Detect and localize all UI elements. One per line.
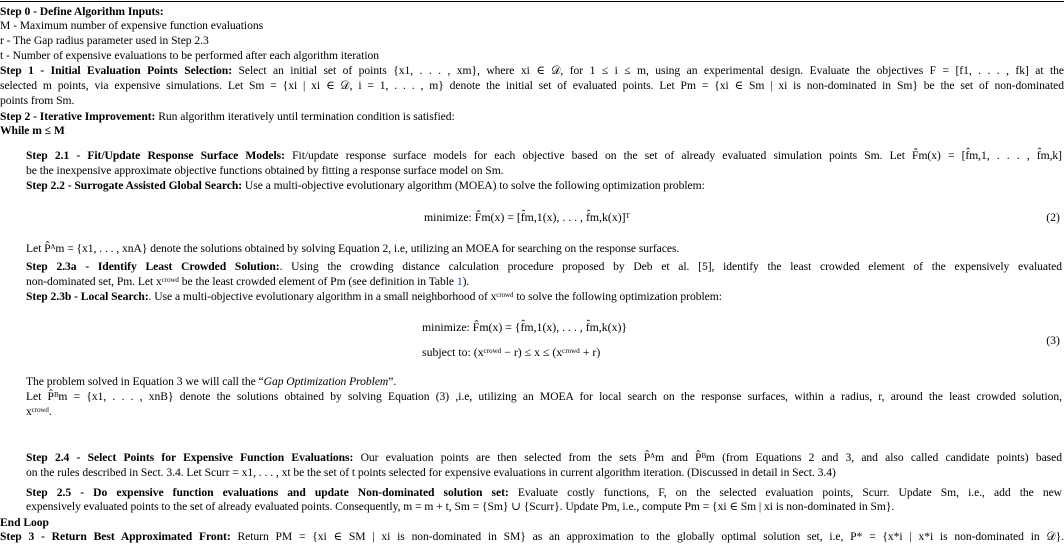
step22-after: Let P̂ᴬm = {x1, . . . , xnA} denote the solutions obtained by solving Equation 2, i.e, utilizing an MOEA for searching on the response surfaces. xyxy=(26,242,680,255)
while-line: While m ≤ M xyxy=(0,124,65,137)
step21-line2: be the inexpensive approximate objective functions obtained by fitting a response surface model on Sm. xyxy=(26,164,504,177)
step23b-after2: Let P̂ᴮm = {x1, . . . , xnB} denote the solutions obtained by solving Equation (3) ,i.e, utilizing an MOEA for local search on the response surfaces, within a radius, r, around the least crowded solution, xyxy=(26,390,1062,403)
step1-line2: selected m points, via expensive simulations. Let Sm = {xi | xi ∈ 𝒟, i = 1, . . . , m} denote the initial set of evaluated points. Let Pm = {xi ∈ Sm | xi is non-dominated in Sm} be the set of non-dominated xyxy=(0,79,1064,92)
step23b-after1: The problem solved in Equation 3 we will call the “Gap Optimization Problem”. xyxy=(26,375,397,388)
step21-line1: Step 2.1 - Fit/Update Response Surface Models: Fit/update response surface models for each objective based on the set of already evaluated simulation points Sm. Let F̂m(x) = [f̂m,1, . . . , f̂m,k] xyxy=(26,149,1062,162)
step1-line3: points from Sm. xyxy=(0,94,75,107)
step22-line: Step 2.2 - Surrogate Assisted Global Search: Use a multi-objective evolutionary algorithm (MOEA) to solve the following optimization problem: xyxy=(26,179,705,192)
table-1-link[interactable]: 1 xyxy=(456,275,463,288)
step25-line1: Step 2.5 - Do expensive function evaluations and update Non-dominated solution set: Evaluate costly functions, F, on the selected evaluation points, Scurr. Update Sm, i.e., add the new xyxy=(26,486,1062,499)
step2-line: Step 2 - Iterative Improvement: Run algorithm iteratively until termination condition is satisfied: xyxy=(0,110,455,123)
step23a-line2: non-dominated set, Pm. Let xᶜʳᵒʷᵈ be the least crowded element of Pm (see definition in Table 1). xyxy=(26,275,470,288)
step24-line1: Step 2.4 - Select Points for Expensive Function Evaluations: Our evaluation points are then selected from the sets P̂ᴬm and P̂ᴮm (from Equations 2 and 3, and also called candidate points) based xyxy=(26,451,1062,464)
step3-line: Step 3 - Return Best Approximated Front: Return PM = {xi ∈ SM | xi is non-dominated in SM} as an approximation to the globally optimal solution set, i.e, P* = {x*i | x*i is non-dominated in 𝒟}. xyxy=(0,530,1064,543)
top-rule xyxy=(0,1,1064,2)
step0-heading: Step 0 - Define Algorithm Inputs: xyxy=(0,5,164,18)
equation-2: minimize: F̂m(x) = [f̂m,1(x), . . . , f̂m,k(x)]ᵀ xyxy=(424,210,630,224)
step23a-line1: Step 2.3a - Identify Least Crowded Solution:. Using the crowding distance calculation procedure proposed by Deb et al. [5], identify the least crowded element of the expensively evaluated xyxy=(26,260,1062,273)
step23b-after3: xᶜʳᵒʷᵈ. xyxy=(26,405,52,418)
equation-2-number: (2) xyxy=(1046,210,1060,224)
step24-line2: on the rules described in Sect. 3.4. Let Scurr = x1, . . . , xt be the set of t points selected for expensive evaluations in current algorithm iteration. (Discussed in detail in Sect. 3.4) xyxy=(26,466,836,479)
step0-input-t: t - Number of expensive evaluations to be performed after each algorithm iteration xyxy=(0,49,379,62)
step1-line1: Step 1 - Initial Evaluation Points Selection: Select an initial set of points {x1, . . . , xm}, where xi ∈ 𝒟, for 1 ≤ i ≤ m, using an experimental design. Evaluate the objectives F = [f1, . . . , fk] at the xyxy=(0,64,1064,77)
step0-input-r: r - The Gap radius parameter used in Step 2.3 xyxy=(0,34,209,47)
equation-3-line1: minimize: F̂m(x) = {f̂m,1(x), . . . , f̂m,k(x)} xyxy=(422,320,628,334)
step0-input-M: M - Maximum number of expensive function evaluations xyxy=(0,19,264,32)
step25-line2: expensively evaluated points to the set of already evaluated points. Consequently, m = m + t, Sm = {Sm} ∪ {Scurr}. Update Pm, i.e., compute Pm = {xi ∈ Sm | xi is non-dominated in Sm}. xyxy=(26,500,895,513)
end-loop: End Loop xyxy=(0,516,49,529)
equation-3-number: (3) xyxy=(1046,333,1060,347)
equation-3-line2: subject to: (xᶜʳᵒʷᵈ − r) ≤ x ≤ (xᶜʳᵒʷᵈ + r) xyxy=(422,345,601,359)
step23b-line: Step 2.3b - Local Search:. Use a multi-objective evolutionary algorithm in a small neighborhood of xᶜʳᵒʷᵈ to solve the following optimization problem: xyxy=(26,290,722,303)
